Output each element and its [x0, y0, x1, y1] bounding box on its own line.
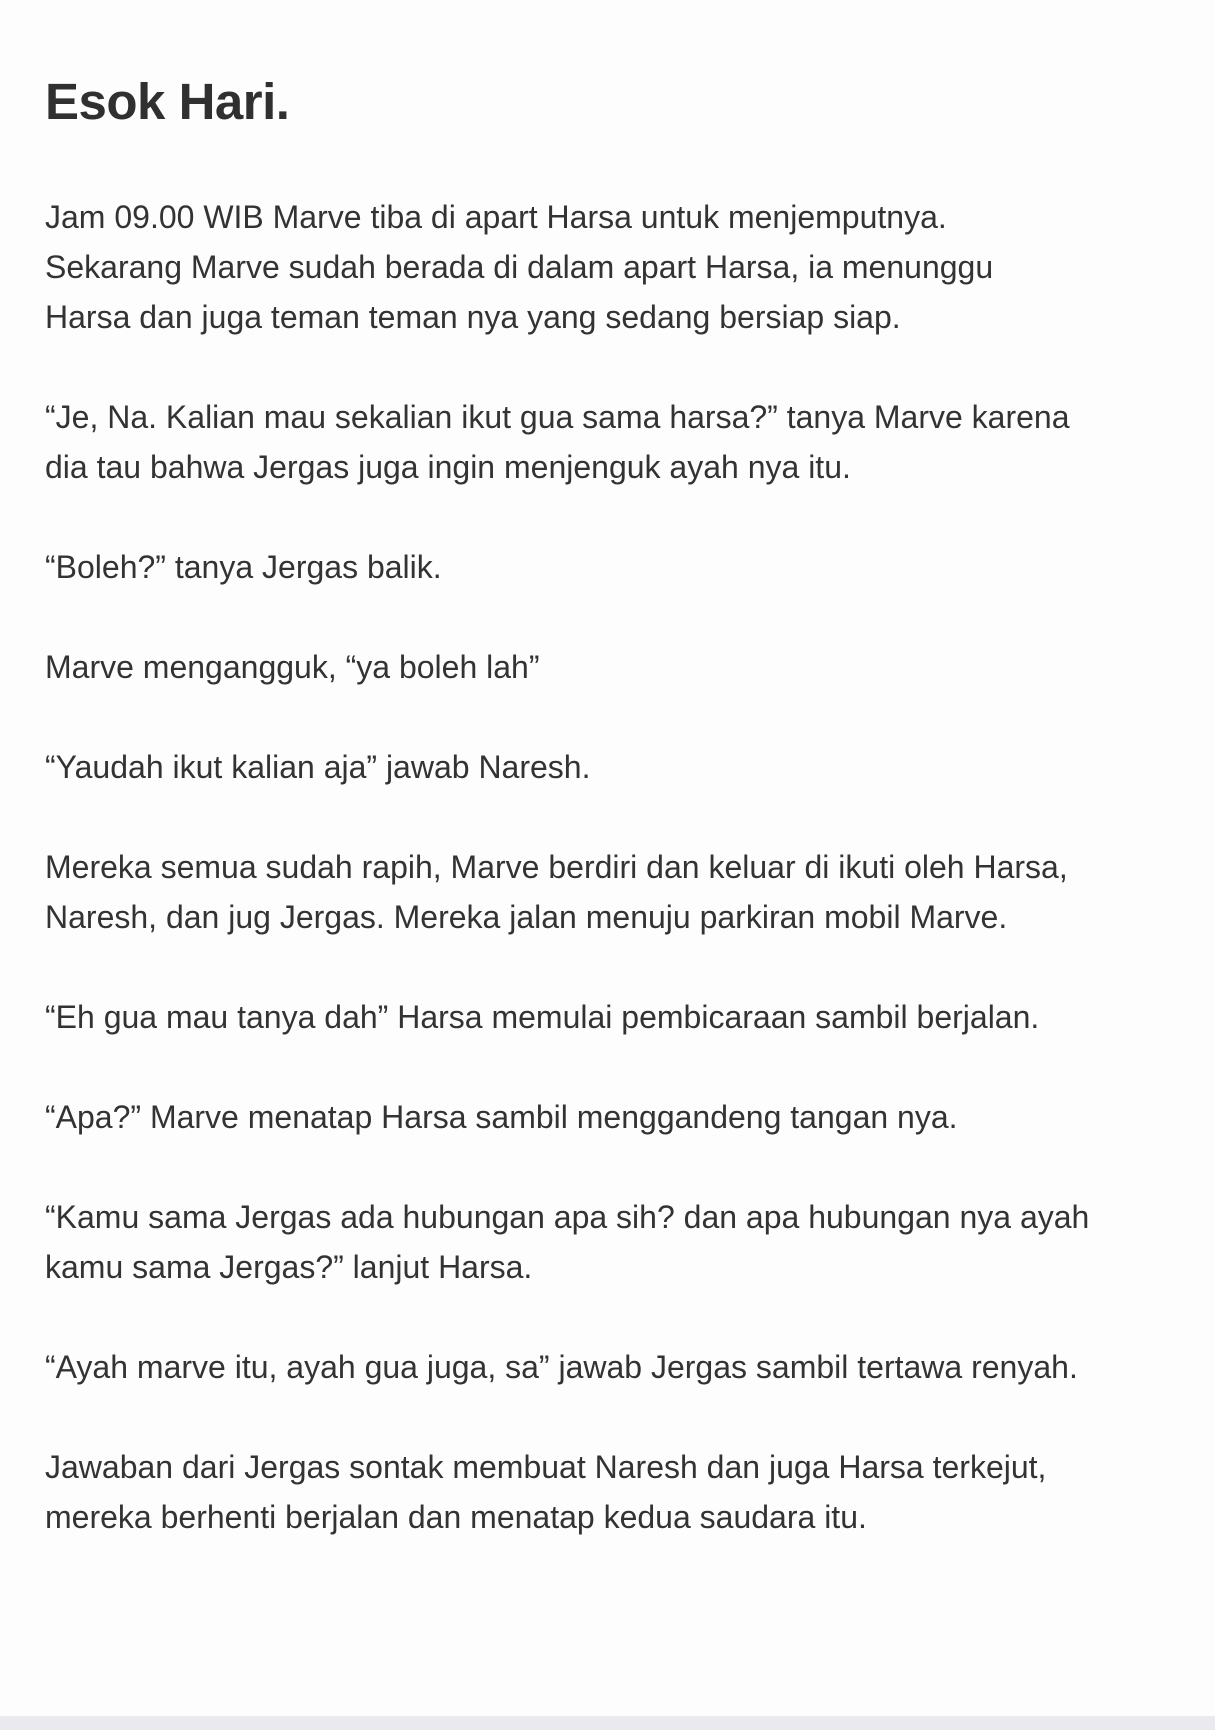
bottom-edge-bar — [0, 1716, 1215, 1730]
paragraph-line: Marve mengangguk, “ya boleh lah” — [45, 649, 540, 685]
document-title: Esok Hari. — [45, 73, 290, 130]
paragraph-line: “Eh gua mau tanya dah” Harsa memulai pembicaraan sambil berjalan. — [45, 999, 1040, 1035]
paragraph-4 — [45, 642, 1185, 692]
paragraph-line: Mereka semua sudah rapih, Marve berdiri dan keluar di ikuti oleh Harsa, — [45, 849, 1068, 885]
paragraph-7 — [45, 992, 1185, 1042]
paragraph-line: “Yaudah ikut kalian aja” jawab Naresh. — [45, 749, 591, 785]
paragraph-3 — [45, 542, 1185, 592]
paragraph-10 — [45, 1342, 1185, 1392]
paragraph-5 — [45, 742, 1185, 792]
paragraph-line: mereka berhenti berjalan dan menatap kedua saudara itu. — [45, 1499, 867, 1535]
paragraph-11 — [45, 1442, 1185, 1542]
paragraph-line: dia tau bahwa Jergas juga ingin menjenguk ayah nya itu. — [45, 449, 851, 485]
paragraph-line: “Je, Na. Kalian mau sekalian ikut gua sama harsa?” tanya Marve karena — [45, 399, 1070, 435]
paragraph-1 — [45, 192, 1185, 342]
paragraph-line: Jam 09.00 WIB Marve tiba di apart Harsa untuk menjemputnya. — [45, 199, 947, 235]
paragraph-2 — [45, 392, 1185, 492]
paragraph-6 — [45, 842, 1185, 942]
paragraph-line: “Ayah marve itu, ayah gua juga, sa” jawab Jergas sambil tertawa renyah. — [45, 1349, 1078, 1385]
paragraph-line: “Apa?” Marve menatap Harsa sambil menggandeng tangan nya. — [45, 1099, 958, 1135]
paragraph-9 — [45, 1192, 1185, 1292]
paragraph-line: Harsa dan juga teman teman nya yang sedang bersiap siap. — [45, 299, 901, 335]
paragraph-line: Jawaban dari Jergas sontak membuat Naresh dan juga Harsa terkejut, — [45, 1449, 1047, 1485]
paragraph-line: Sekarang Marve sudah berada di dalam apart Harsa, ia menunggu — [45, 249, 994, 285]
paragraph-line: “Boleh?” tanya Jergas balik. — [45, 549, 442, 585]
paragraph-line: kamu sama Jergas?” lanjut Harsa. — [45, 1249, 533, 1285]
paragraph-line: “Kamu sama Jergas ada hubungan apa sih? dan apa hubungan nya ayah — [45, 1199, 1090, 1235]
paragraph-line: Naresh, dan jug Jergas. Mereka jalan menuju parkiran mobil Marve. — [45, 899, 1008, 935]
paragraph-8 — [45, 1092, 1185, 1142]
